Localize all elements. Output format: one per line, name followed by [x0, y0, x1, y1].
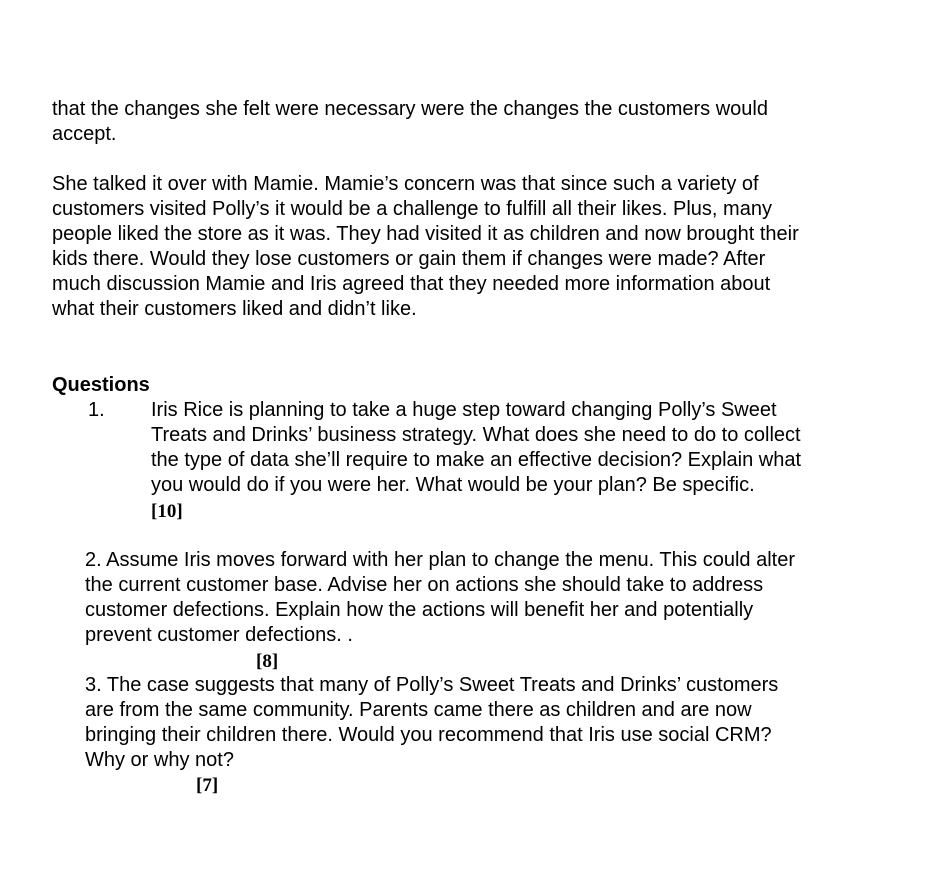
text-line: bringing their children there. Would you recommend that Iris use social CRM? — [85, 724, 772, 746]
text-line: Why or why not? — [85, 749, 234, 771]
text-line: you would do if you were her. What would be your plan? Be specific. — [151, 474, 755, 496]
text-line: what their customers liked and didn’t like. — [52, 298, 417, 320]
question-1-number: 1. — [88, 399, 105, 421]
text-line: kids there. Would they lose customers or gain them if changes were made? After — [52, 248, 766, 270]
question-1-marks: [10] — [151, 501, 183, 522]
question-3-marks: [7] — [196, 775, 219, 796]
text-line: the current customer base. Advise her on actions she should take to address — [85, 574, 764, 596]
text-line: 3. The case suggests that many of Polly’s Sweet Treats and Drinks’ customers — [85, 674, 779, 696]
text-line: much discussion Mamie and Iris agreed that they needed more information about — [52, 273, 771, 295]
question-3-text — [85, 673, 778, 773]
text-line: customers visited Polly’s it would be a challenge to fulfill all their likes. Plus, many — [52, 198, 772, 220]
question-2-text — [85, 548, 795, 648]
question-1-text — [151, 398, 801, 498]
text-line: people liked the store as it was. They had visited it as children and now brought their — [52, 223, 799, 245]
text-line: She talked it over with Mamie. Mamie’s concern was that since such a variety of — [52, 173, 759, 195]
text-line: are from the same community. Parents came there as children and are now — [85, 699, 752, 721]
text-line: that the changes she felt were necessary were the changes the customers would — [52, 98, 768, 120]
text-line: 2. Assume Iris moves forward with her plan to change the menu. This could alter — [85, 549, 795, 571]
text-line: Treats and Drinks’ business strategy. What does she need to do to collect — [151, 424, 801, 446]
text-line: prevent customer defections. . — [85, 624, 353, 646]
text-line: Iris Rice is planning to take a huge step toward changing Polly’s Sweet — [151, 399, 777, 421]
questions-heading: Questions — [52, 374, 150, 396]
text-line: the type of data she’ll require to make an effective decision? Explain what — [151, 449, 802, 471]
question-2-marks: [8] — [256, 651, 279, 672]
text-line: accept. — [52, 123, 117, 145]
paragraph-mamie-discussion — [52, 172, 799, 322]
paragraph-continuation — [52, 97, 768, 147]
text-line: customer defections. Explain how the actions will benefit her and potentially — [85, 599, 754, 621]
